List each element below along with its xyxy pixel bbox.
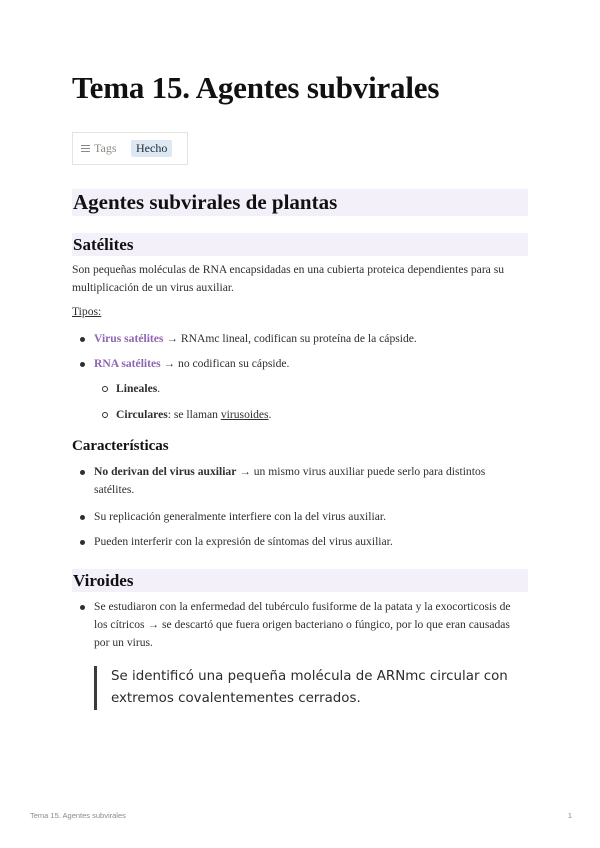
bullet-icon [80,605,85,610]
tags-property [81,141,117,156]
footer-doc-title: Tema 15. Agentes subvirales [30,811,126,820]
list-item-text: Se estudiaron con la enfermedad del tubérculo fusiforme de la patata y la exocorticosis de los cítricos → se descartó que fuera origen bacteriano o fúngico, por lo que eran causadas por un virus. [94,600,511,649]
blockquote: Se identificó una pequeña molécula de ARNmc circular con extremos covalentementes cerrados. [94,666,531,710]
link-virusoides[interactable]: virusoides [220,408,269,421]
list-item-text: → RNAmc lineal, codifican su proteína de la cápside. [163,332,417,345]
list-item [94,406,524,424]
page-title: Tema 15. Agentes subvirales [72,70,440,105]
list-item [72,330,528,348]
list-item [72,508,528,526]
bullet-icon [80,540,85,545]
circle-bullet-icon [102,386,108,392]
term-virus-satelites: Virus satélites [94,332,164,345]
list-item-text: → un mismo virus auxiliar puede serlo para distintos satélites. [94,465,486,496]
bullet-icon [80,337,85,342]
term-no-derivan: No derivan del virus auxiliar [94,465,237,478]
bullet-icon [80,470,85,475]
list-item [94,380,524,398]
heading-plantas: Agentes subvirales de plantas [72,189,528,216]
heading-satelites: Satélites [72,233,528,256]
bullet-icon [80,515,85,520]
list-item-text: : se llaman [167,408,221,421]
tipos-label: Tipos: [72,305,102,318]
list-item-text: Su replicación generalmente interfiere con la del virus auxiliar. [94,510,386,523]
term-lineales: Lineales [116,382,158,395]
list-item-text: . [157,382,161,395]
bullet-icon [80,362,85,367]
satelites-intro: Son pequeñas moléculas de RNA encapsidadas en una cubierta proteica dependientes para su multiplicación de un virus auxiliar. [72,263,505,294]
heading-viroides: Viroides [72,569,528,592]
tags-label: Tags [94,141,117,155]
circle-bullet-icon [102,412,108,418]
footer-page-number: 1 [567,811,572,820]
list-item-text: . [268,408,272,421]
tag-badge[interactable]: Hecho [131,140,172,157]
list-item [72,355,528,373]
heading-caracteristicas: Características [72,438,169,454]
list-item [72,533,528,551]
properties-table [72,132,188,165]
list-item-text: Pueden interferir con la expresión de síntomas del virus auxiliar. [94,535,393,548]
list-item-text: → no codifican su cápside. [160,357,290,370]
term-rna-satelites: RNA satélites [94,357,161,370]
list-icon [81,143,90,154]
list-item [72,463,512,499]
term-circulares: Circulares [116,408,168,421]
list-item [72,598,522,652]
